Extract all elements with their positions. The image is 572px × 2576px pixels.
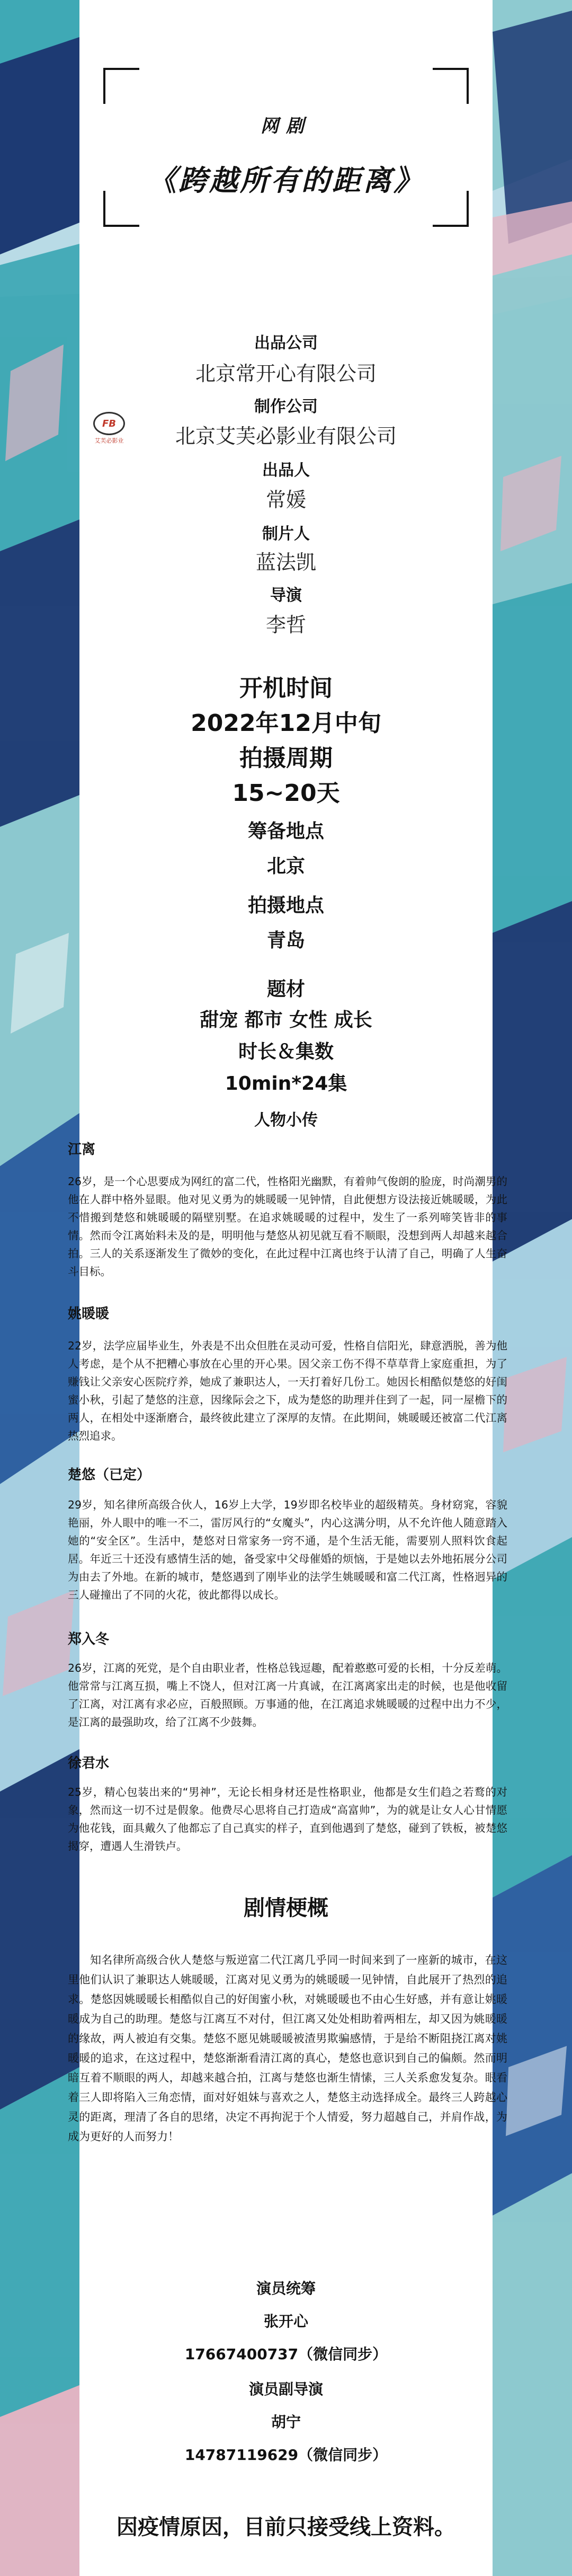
start-time-value: 2022年12月中旬 (191, 710, 381, 737)
shoot-period-label: 拍摄周期 (239, 745, 333, 772)
character-name: 江离 (68, 1142, 96, 1158)
character-name: 姚暖暖 (68, 1306, 110, 1322)
character-name: 徐君水 (68, 1755, 110, 1771)
producer-label: 出品人 (262, 461, 310, 480)
prep-location-value: 北京 (266, 855, 305, 877)
shoot-location-value: 青岛 (266, 930, 305, 951)
deputy-director-label: 演员副导演 (248, 2380, 323, 2398)
director-label: 导演 (270, 586, 302, 605)
synopsis-title: 剧情梗概 (244, 1896, 328, 1920)
character-bio: 25岁，精心包装出来的“男神”，无论长相身材还是性格职业，他都是女生们趋之若鹜的对象，然而这一切不过是假象。他费尽心思将自己打造成“高富帅”，为的就是让女人心甘情愿为他花钱，面具戴久了他都忘了自己真实的样子，直到他遇到了楚悠，碰到了铁板，被楚悠揭穿，遭遇人生滑铁卢。 (68, 1786, 507, 1852)
coordinator-phone: 17667400737（微信同步） (184, 2345, 388, 2363)
production-company: 北京艾芙必影业有限公司 (175, 425, 397, 448)
production-company-label: 制作公司 (254, 398, 318, 416)
producer-company-label: 出品公司 (254, 334, 318, 352)
shoot-location-label: 拍摄地点 (247, 895, 324, 916)
deputy-director-phone: 14787119629（微信同步） (184, 2446, 388, 2464)
length-label: 时长＆集数 (238, 1041, 334, 1063)
online-only-notice: 因疫情原因，目前只接受线上资料。 (117, 2515, 455, 2539)
director-name: 李哲 (265, 613, 306, 637)
line-producer-label: 制片人 (262, 525, 310, 543)
shoot-period-value: 15~20天 (232, 780, 340, 807)
category-label: 网剧 (261, 116, 311, 137)
logo-caption: 艾芙必影业 (94, 437, 124, 444)
title-frame (103, 68, 469, 227)
coordinator-name: 张开心 (263, 2313, 308, 2330)
coordinator-label: 演员统筹 (256, 2280, 316, 2297)
producer-name: 常媛 (265, 488, 306, 511)
drama-title: 《跨越所有的距离》 (148, 164, 424, 197)
character-bio: 22岁，法学应届毕业生，外表是不出众但胜在灵动可爱，性格自信阳光，肆意洒脱，善为他人考虑，是个从不把糟心事放在心里的开心果。因父亲工伤不得不草草背上家庭重担，为了赚钱让父亲安心医院疗养，她成了兼职达人，一天打着好几份工。她因长相酷似楚悠的好闺蜜小秋，引起了楚悠的注意，因缘际会之下，成为楚悠的助理并住到了一起，同一屋檐下的两人，在相处中逐渐磨合，最终彼此建立了深厚的友情。在此期间，姚暖暖还被富二代江离热烈追求。 (68, 1339, 507, 1442)
genre-value: 甜宠 都市 女性 成长 (200, 1009, 372, 1031)
deputy-director-name: 胡宁 (271, 2413, 301, 2431)
producer-company: 北京常开心有限公司 (195, 362, 377, 385)
character-bios-label: 人物小传 (254, 1111, 318, 1130)
content-panel (79, 0, 493, 2576)
character-bio: 26岁，是一个心思要成为网红的富二代，性格阳光幽默，有着帅气俊朗的脸庞，时尚潮男的他在人群中格外显眼。他对见义勇为的姚暖暖一见钟情，自此便想方设法接近姚暖暖，为此不惜搬到楚悠和姚暖暖的隔壁别墅。在追求姚暖暖的过程中，发生了一系列啼笑皆非的事情。然而令江离始料未及的是，明明他与楚悠从初见就互看不顺眼，没想到两人却越来越合拍。三人的关系逐渐发生了微妙的变化，在此过程中江离也终于认清了自己，明确了人生奋斗目标。 (68, 1175, 507, 1278)
character-bio: 26岁，江离的死党，是个自由职业者，性格总钱逗趣，配着憨憨可爱的长相，十分反差萌。他常常与江离互损，嘴上不饶人，但对江离一片真诚，在江离离家出走的时候，也是他收留了江离，对江离有求必应，百般照顾。万事通的他，在江离追求姚暖暖的过程中出力不少，是江离的最强助攻，给了江离不少鼓舞。 (68, 1662, 507, 1728)
character-name: 楚悠（已定） (68, 1467, 151, 1483)
corner-bracket-top-right (433, 68, 469, 104)
prep-location-label: 筹备地点 (247, 821, 324, 842)
character-name: 郑入冬 (68, 1631, 110, 1647)
length-value: 10min*24集 (225, 1073, 347, 1095)
start-time-label: 开机时间 (239, 675, 333, 702)
synopsis-text: 知名律所高级合伙人楚悠与叛逆富二代江离几乎同一时间来到了一座新的城市，在这里他们认识了兼职达人姚暖暖，江离对见义勇为的姚暖暖一见钟情，自此展开了热烈的追求。楚悠因姚暖暖长相酷似自己的好闺蜜小秋，对姚暖暖也不由心生好感，并有意让姚暖暖成为自己的助理。楚悠与江离互不对付，但江离又处处相助着两相左，却又因为姚暖暖的缘故，两人被迫有交集。楚悠不愿见姚暖暖被渣男欺骗感情，于是给不断阻挠江离对姚暖暖的追求，在这过程中，楚悠渐渐看清江离的真心，楚悠也意识到自己的偏颇。然而明暗互着不顺眼的两人，却越来越合拍，江离与楚悠也渐生情愫，三人关系愈发复杂。眼看着三人即将陷入三角恋情，面对好姐妹与喜欢之人，楚悠主动选择成全。最终三人跨越心灵的距离，理清了各自的思绪，决定不再拘泥于个人情爱，努力超越自己，并肩作战，为成为更好的人而努力！ (68, 1954, 507, 2143)
character-bio: 29岁，知名律所高级合伙人，16岁上大学，19岁即名校毕业的超级精英。身材窈窕，容貌艳丽，外人眼中的唯一不二，雷厉风行的“女魔头”，内心这满分明，从不允许他人随意踏入她的“安全区”。生活中，楚悠对日常家务一窍不通，是个生活无能，需要别人照料饮食起居。年近三十还没有感情生活的她，备受家中父母催婚的烦恼，于是她以去外地拓展分公司为由去了外地。在新的城市，楚悠遇到了刚毕业的法学生姚暖暖和富二代江离，性格迥异的三人碰撞出了不同的火花，彼此都得以成长。 (68, 1498, 507, 1601)
corner-bracket-top-left (103, 68, 139, 104)
line-producer-name: 蓝法凯 (255, 551, 316, 574)
logo-mark-icon: FB (93, 412, 125, 435)
genre-label: 题材 (266, 978, 305, 1000)
